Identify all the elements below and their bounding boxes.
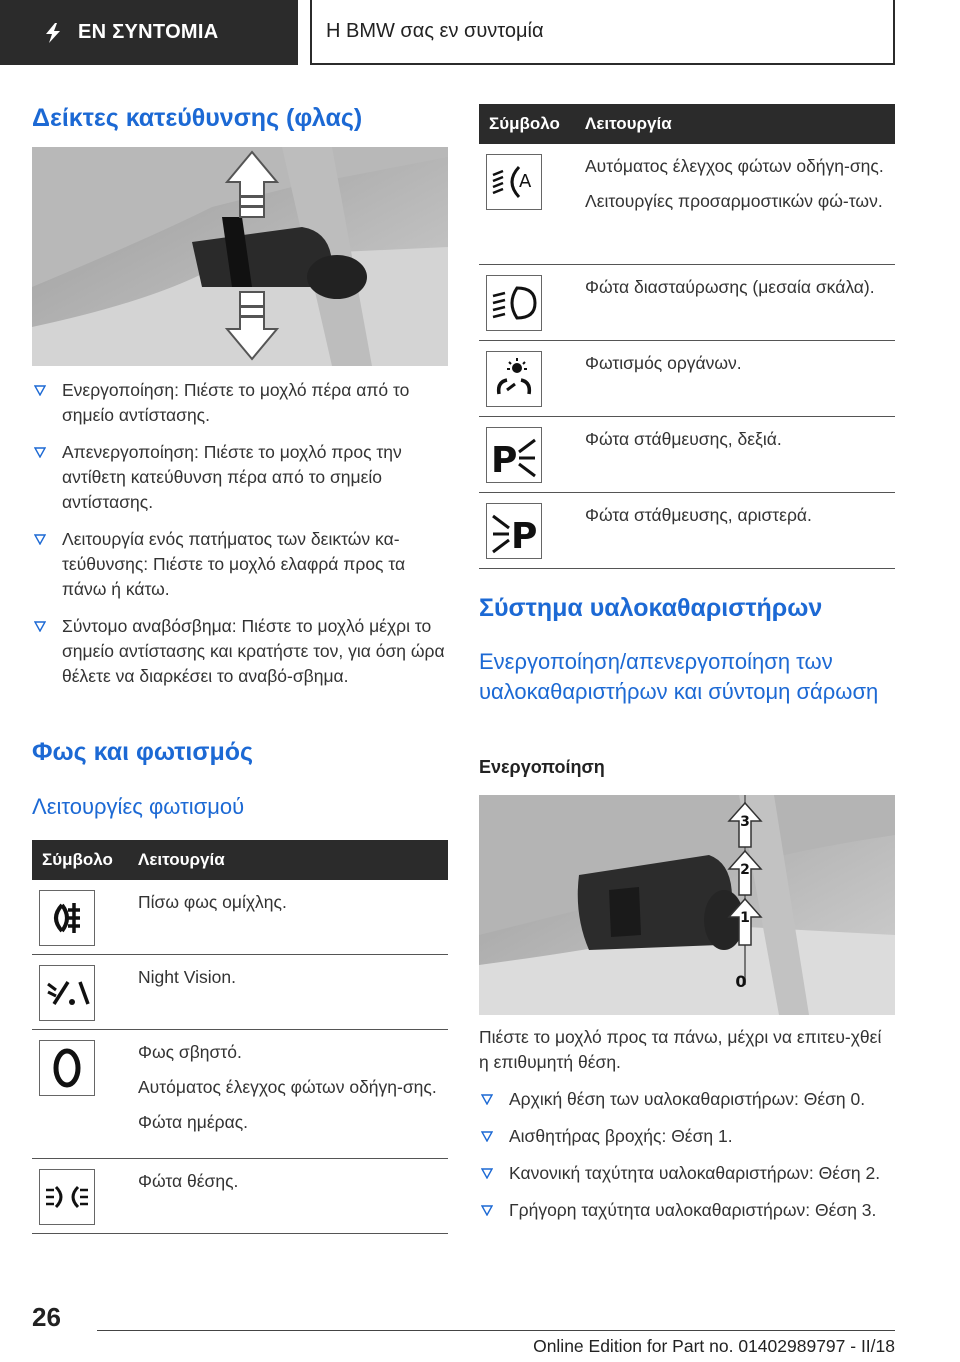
list-item: Απενεργοποίηση: Πιέστε το μοχλό προς την αντίθετη κατεύθυνση πέρα από το σημείο αντίστασης. bbox=[32, 440, 448, 515]
table-row: Night Vision. bbox=[32, 955, 448, 1030]
triangle-bullet-icon bbox=[34, 385, 46, 396]
col-function: Λειτουργία bbox=[138, 850, 225, 869]
col-symbol: Σύμβολο bbox=[489, 114, 560, 133]
activation-heading: Ενεργοποίηση bbox=[479, 757, 605, 777]
list-item: Κανονική ταχύτητα υαλοκαθαριστήρων: Θέση 2. bbox=[479, 1161, 895, 1186]
position-label-1: 1 bbox=[740, 910, 750, 926]
table-row: Φώτα διασταύρωσης (μεσαία σκάλα). bbox=[479, 265, 895, 341]
list-item: Αρχική θέση των υαλοκαθαριστήρων: Θέση 0. bbox=[479, 1087, 895, 1112]
list-item: Λειτουργία ενός πατήματος των δεικτών κα‐τεύθυνσης: Πιέστε το μοχλό ελαφρά προς τα πάνω ή κάτω. bbox=[32, 527, 448, 602]
turn-signal-title: Δείκτες κατεύθυνσης (φλας) bbox=[32, 104, 363, 132]
position-label-0: 0 bbox=[735, 972, 747, 991]
list-item: Γρήγορη ταχύτητα υαλοκαθαριστήρων: Θέση 3. bbox=[479, 1198, 895, 1223]
wiper-intro: Πιέστε το μοχλό προς τα πάνω, μέχρι να επιτευ‐χθεί η επιθυμητή θέση. bbox=[479, 1027, 882, 1072]
instrument-lighting-icon bbox=[486, 351, 542, 407]
triangle-bullet-icon bbox=[481, 1131, 493, 1142]
section-tab bbox=[0, 0, 298, 65]
parking-light-left-icon bbox=[486, 503, 542, 559]
auto-headlight-icon bbox=[486, 154, 542, 210]
lighting-functions-title: Λειτουργίες φωτισμού bbox=[32, 794, 245, 819]
chapter-title: Η BMW σας εν συντομία bbox=[326, 20, 544, 42]
table-row: Φως σβηστό. Αυτόματος έλεγχος φώτων οδήγη‐σης. Φώτα ημέρας. bbox=[32, 1030, 448, 1159]
table-row: P Φώτα στάθμευσης, δεξιά. bbox=[479, 417, 895, 493]
section-title: ΕΝ ΣΥΝΤΟΜΙΑ bbox=[78, 21, 219, 43]
low-beam-icon bbox=[486, 275, 542, 331]
page-number: 26 bbox=[32, 1302, 61, 1332]
lights-off-icon bbox=[39, 1040, 95, 1096]
wiper-list bbox=[479, 1087, 895, 1235]
night-vision-icon bbox=[39, 965, 95, 1021]
parking-light-right-icon bbox=[486, 427, 542, 483]
svg-text:P: P bbox=[511, 516, 538, 556]
table-row: A Αυτόματος έλεγχος φώτων οδήγη‐σης. Λειτουργίες προσαρμοστικών φώ‐των. bbox=[479, 144, 895, 265]
table-header bbox=[479, 104, 895, 144]
turn-signal-list bbox=[32, 378, 448, 701]
table-row: P Φώτα στάθμευσης, αριστερά. bbox=[479, 493, 895, 569]
turn-signal-photo bbox=[32, 147, 448, 366]
list-item: Σύντομο αναβόσβημα: Πιέστε το μοχλό μέχρι το σημείο αντίστασης και κρατήστε τον, για όση ώρα θέλετε να διαρκέσει το αναβό‐σβημα. bbox=[32, 614, 448, 689]
lights-title: Φως και φωτισμός bbox=[32, 738, 254, 766]
position-label-2: 2 bbox=[740, 862, 750, 878]
table-row: Φωτισμός οργάνων. bbox=[479, 341, 895, 417]
list-item: Αισθητήρας βροχής: Θέση 1. bbox=[479, 1124, 895, 1149]
lighting-table-right bbox=[479, 104, 895, 569]
list-item: Ενεργοποίηση: Πιέστε το μοχλό πέρα από το σημείο αντίστασης. bbox=[32, 378, 448, 428]
chapter-header bbox=[310, 0, 895, 65]
triangle-bullet-icon bbox=[34, 447, 46, 458]
flash-icon bbox=[42, 22, 64, 44]
parking-lights-icon bbox=[39, 1169, 95, 1225]
table-row: Πίσω φως ομίχλης. bbox=[32, 880, 448, 955]
triangle-bullet-icon bbox=[481, 1168, 493, 1179]
triangle-bullet-icon bbox=[34, 534, 46, 545]
lighting-table-left bbox=[32, 840, 448, 1234]
svg-text:A: A bbox=[519, 171, 532, 192]
table-header bbox=[32, 840, 448, 880]
wiper-photo bbox=[479, 795, 895, 1015]
triangle-bullet-icon bbox=[481, 1205, 493, 1216]
wiper-subtitle: Ενεργοποίηση/απενεργοποίηση των υαλοκαθαριστήρων και σύντομη σάρωση bbox=[479, 649, 879, 704]
wiper-title: Σύστημα υαλοκαθαριστήρων bbox=[479, 594, 823, 622]
table-row: Φώτα θέσης. bbox=[32, 1159, 448, 1234]
triangle-bullet-icon bbox=[481, 1094, 493, 1105]
triangle-bullet-icon bbox=[34, 621, 46, 632]
rear-fog-light-icon bbox=[39, 890, 95, 946]
col-function: Λειτουργία bbox=[585, 114, 672, 133]
position-label-3: 3 bbox=[740, 814, 750, 830]
footer-divider bbox=[97, 1330, 895, 1331]
col-symbol: Σύμβολο bbox=[42, 850, 113, 869]
footer-edition: Online Edition for Part no. 01402989797 - II/18 bbox=[533, 1336, 895, 1356]
svg-text:P: P bbox=[491, 440, 518, 480]
